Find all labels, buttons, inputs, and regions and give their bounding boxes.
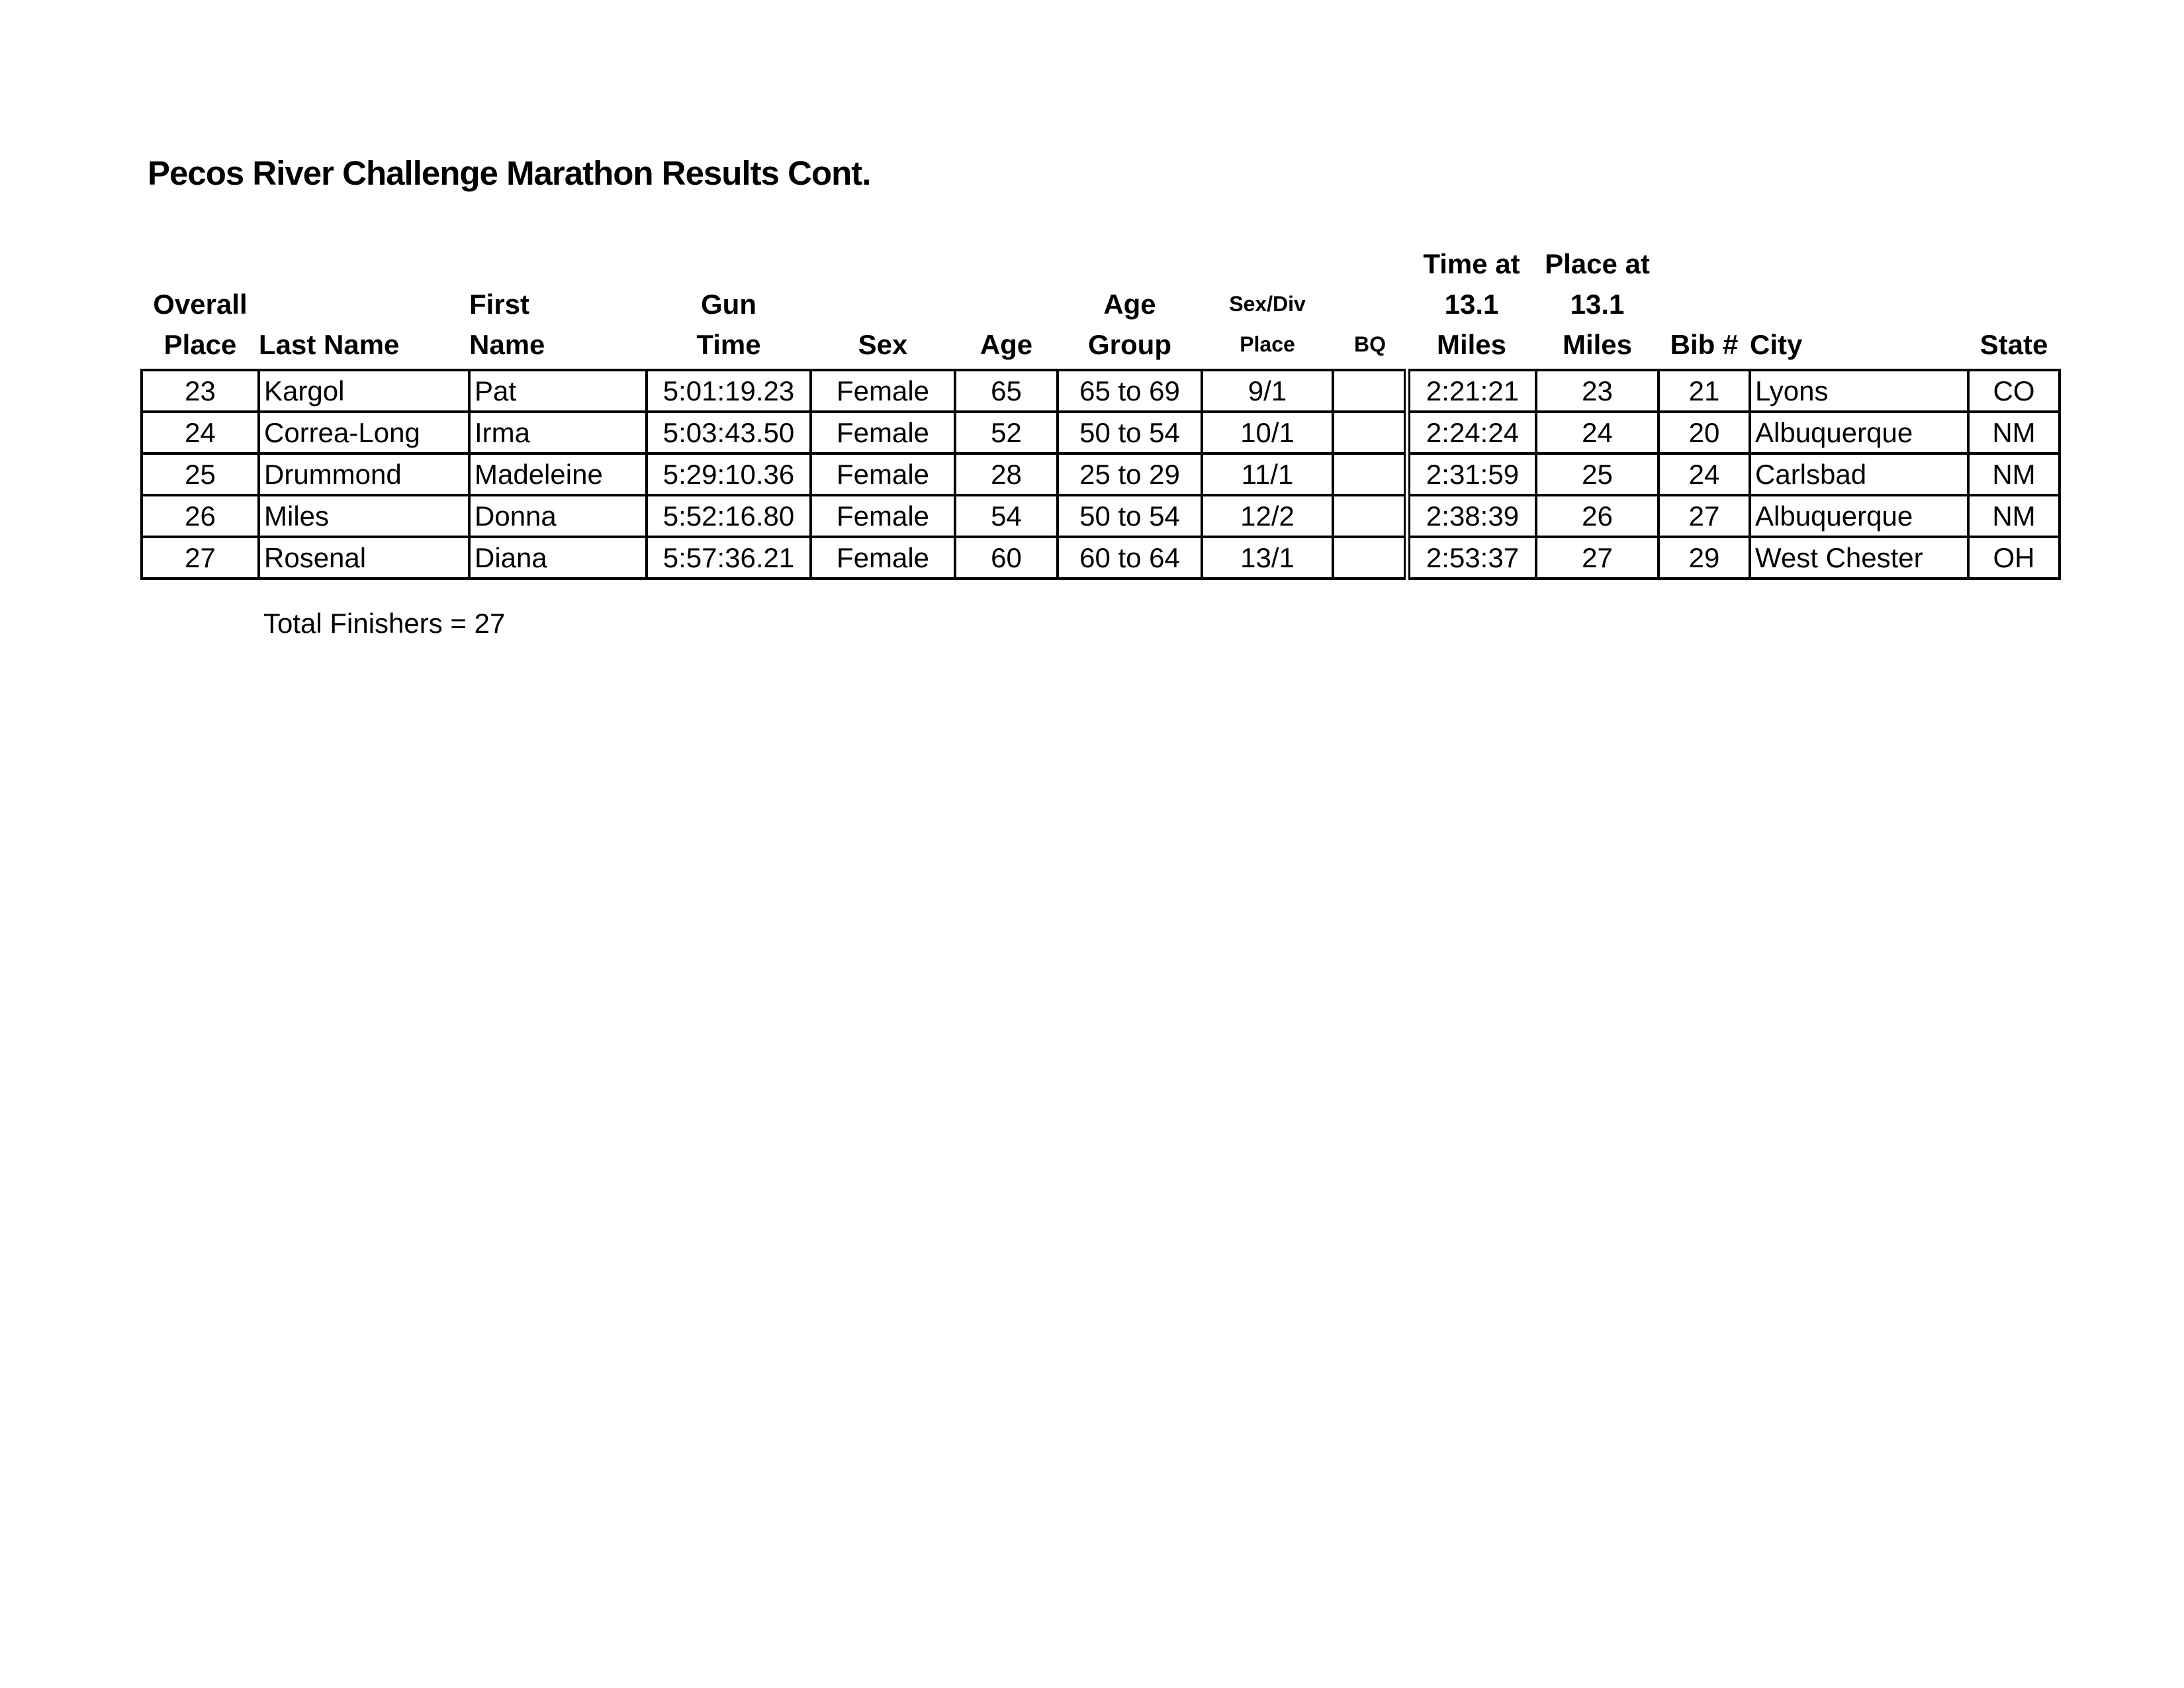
- cell-state: CO: [1968, 370, 2060, 412]
- cell-place-at-half: 23: [1536, 370, 1659, 412]
- cell-bq: [1333, 495, 1407, 537]
- header-sex: Sex: [858, 329, 908, 360]
- cell-place-at-half: 27: [1536, 537, 1659, 579]
- cell-last-name: Miles: [259, 495, 469, 537]
- header-state: State: [1979, 329, 2048, 360]
- cell-sex-div-place: 11/1: [1202, 453, 1333, 495]
- cell-last-name: Rosenal: [259, 537, 469, 579]
- header-place-at-half: Place at 13.1 Miles: [1545, 248, 1650, 360]
- header-time-at-half: Time at 13.1 Miles: [1423, 248, 1520, 360]
- cell-bq: [1333, 412, 1407, 453]
- cell-bib: 27: [1659, 495, 1750, 537]
- cell-time-at-half: 2:38:39: [1407, 495, 1536, 537]
- header-gun-time: Gun Time: [696, 289, 761, 360]
- cell-first-name: Pat: [469, 370, 647, 412]
- cell-time-at-half: 2:21:21: [1407, 370, 1536, 412]
- header-bq: BQ: [1354, 332, 1386, 356]
- table-body: [142, 370, 2060, 579]
- table-header: [142, 244, 2060, 370]
- page-title: Pecos River Challenge Marathon Results Cont.: [148, 154, 871, 192]
- header-row: [142, 244, 2060, 370]
- cell-age: 54: [955, 495, 1058, 537]
- cell-age-group: 65 to 69: [1058, 370, 1202, 412]
- cell-gun-time: 5:03:43.50: [647, 412, 811, 453]
- cell-time-at-half: 2:53:37: [1407, 537, 1536, 579]
- cell-first-name: Irma: [469, 412, 647, 453]
- table-row: [142, 412, 2060, 453]
- cell-state: NM: [1968, 412, 2060, 453]
- cell-bib: 24: [1659, 453, 1750, 495]
- header-first-name: First Name: [469, 289, 545, 360]
- cell-overall-place: 24: [142, 412, 259, 453]
- cell-city: Albuquerque: [1750, 495, 1968, 537]
- cell-overall-place: 25: [142, 453, 259, 495]
- cell-state: NM: [1968, 495, 2060, 537]
- cell-sex-div-place: 13/1: [1202, 537, 1333, 579]
- cell-bib: 29: [1659, 537, 1750, 579]
- header-sex-div-place: Sex/Div Place: [1229, 292, 1306, 356]
- cell-bq: [1333, 537, 1407, 579]
- cell-sex: Female: [811, 412, 955, 453]
- cell-state: OH: [1968, 537, 2060, 579]
- header-city: City: [1750, 329, 1803, 360]
- cell-sex: Female: [811, 537, 955, 579]
- cell-gun-time: 5:57:36.21: [647, 537, 811, 579]
- cell-first-name: Madeleine: [469, 453, 647, 495]
- cell-age: 65: [955, 370, 1058, 412]
- cell-bib: 20: [1659, 412, 1750, 453]
- cell-place-at-half: 26: [1536, 495, 1659, 537]
- cell-gun-time: 5:01:19.23: [647, 370, 811, 412]
- cell-age-group: 25 to 29: [1058, 453, 1202, 495]
- cell-state: NM: [1968, 453, 2060, 495]
- cell-age-group: 50 to 54: [1058, 412, 1202, 453]
- header-age: Age: [979, 329, 1033, 360]
- table-row: [142, 537, 2060, 579]
- header-bib: Bib #: [1670, 329, 1739, 360]
- cell-time-at-half: 2:24:24: [1407, 412, 1536, 453]
- cell-age-group: 50 to 54: [1058, 495, 1202, 537]
- cell-time-at-half: 2:31:59: [1407, 453, 1536, 495]
- cell-age: 60: [955, 537, 1058, 579]
- cell-sex: Female: [811, 495, 955, 537]
- cell-gun-time: 5:29:10.36: [647, 453, 811, 495]
- header-overall-place: Overall Place: [153, 289, 248, 360]
- table-row: [142, 370, 2060, 412]
- cell-city: Lyons: [1750, 370, 1968, 412]
- cell-sex-div-place: 9/1: [1202, 370, 1333, 412]
- cell-sex: Female: [811, 453, 955, 495]
- header-last-name: Last Name: [259, 329, 400, 360]
- table-row: [142, 495, 2060, 537]
- cell-city: Albuquerque: [1750, 412, 1968, 453]
- header-age-group: Age Group: [1088, 289, 1171, 360]
- cell-first-name: Donna: [469, 495, 647, 537]
- cell-sex: Female: [811, 370, 955, 412]
- cell-sex-div-place: 12/2: [1202, 495, 1333, 537]
- cell-last-name: Drummond: [259, 453, 469, 495]
- cell-bq: [1333, 370, 1407, 412]
- cell-last-name: Kargol: [259, 370, 469, 412]
- cell-place-at-half: 25: [1536, 453, 1659, 495]
- cell-age: 52: [955, 412, 1058, 453]
- cell-age-group: 60 to 64: [1058, 537, 1202, 579]
- cell-place-at-half: 24: [1536, 412, 1659, 453]
- cell-first-name: Diana: [469, 537, 647, 579]
- cell-bib: 21: [1659, 370, 1750, 412]
- cell-age: 28: [955, 453, 1058, 495]
- results-table: [140, 244, 2061, 580]
- cell-bq: [1333, 453, 1407, 495]
- cell-overall-place: 27: [142, 537, 259, 579]
- table-row: [142, 453, 2060, 495]
- cell-city: Carlsbad: [1750, 453, 1968, 495]
- cell-overall-place: 26: [142, 495, 259, 537]
- cell-overall-place: 23: [142, 370, 259, 412]
- cell-gun-time: 5:52:16.80: [647, 495, 811, 537]
- total-finishers: Total Finishers = 27: [263, 608, 506, 639]
- cell-last-name: Correa-Long: [259, 412, 469, 453]
- cell-city: West Chester: [1750, 537, 1968, 579]
- cell-sex-div-place: 10/1: [1202, 412, 1333, 453]
